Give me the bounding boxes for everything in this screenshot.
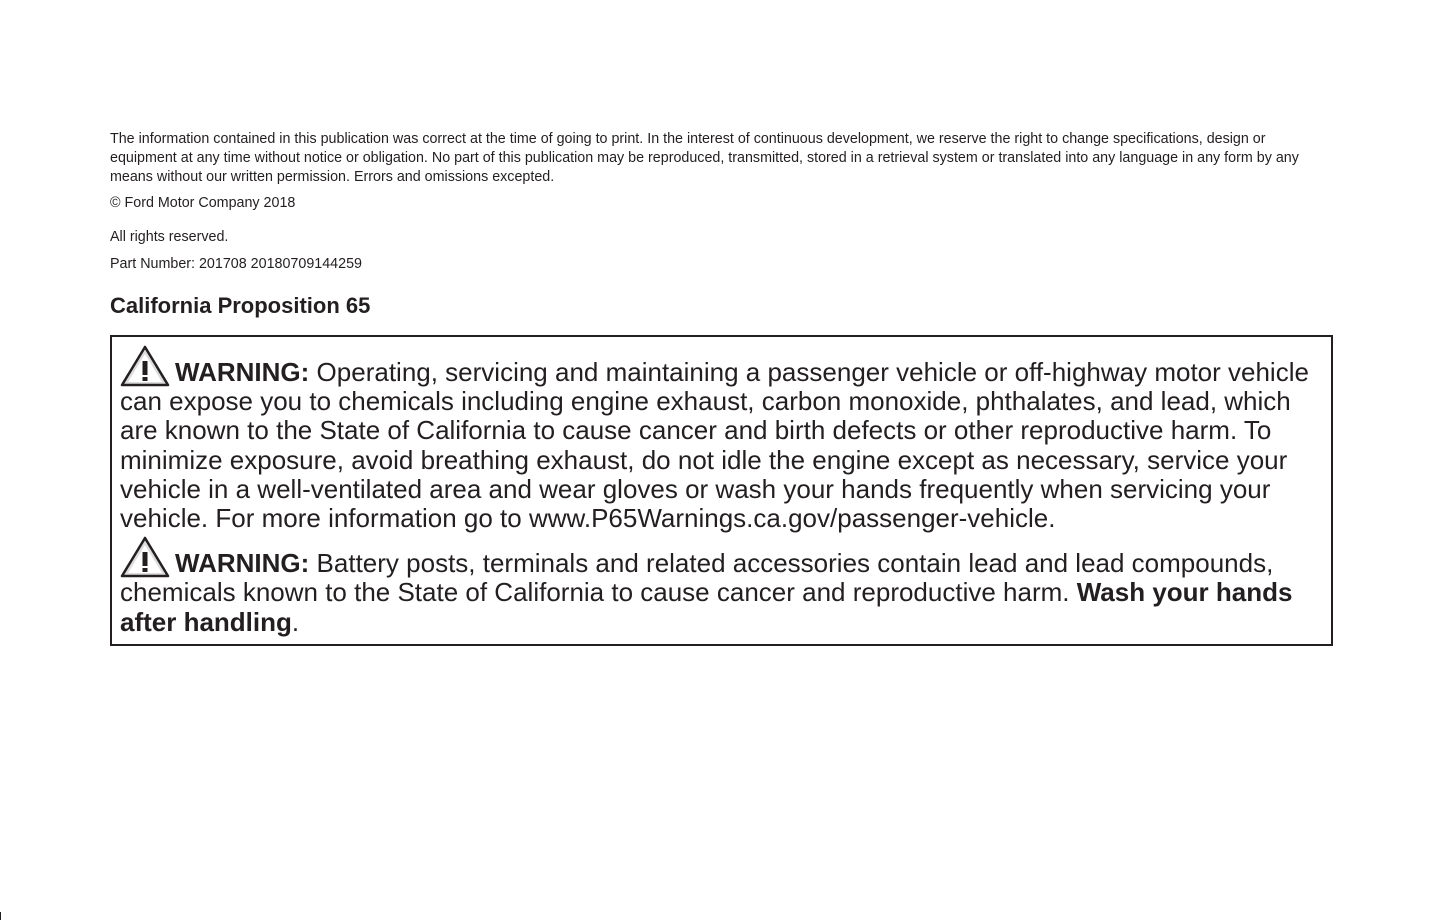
warning-triangle-icon bbox=[120, 345, 170, 387]
warning-emphasis: Wash your hands after handling bbox=[120, 577, 1293, 637]
disclaimer-text: The information contained in this publication was correct at the time of going to print. In the interest of continuous development, we reserve the right to change specifications, design or equipment at any time without notice or obligation. No part of this publication may be reproduced, transmitted, stored in a retrieval system or translated into any language in any form by any means without our written permission. Errors and omissions excepted. bbox=[110, 131, 1299, 185]
warning-paragraph-1 bbox=[120, 345, 1323, 533]
rights-text: All rights reserved. bbox=[110, 229, 229, 245]
warning-label: WARNING: bbox=[175, 357, 310, 387]
part-number: Part Number: 201708 20180709144259 bbox=[110, 256, 362, 272]
warning-box bbox=[110, 335, 1333, 646]
warning-triangle-icon bbox=[120, 536, 170, 578]
warning-text: Operating, servicing and maintaining a passenger vehicle or off-highway motor vehicle can expose you to chemicals including engine exhaust, carbon monoxide, phthalates, and lead, which are known to the State of California to cause cancer and birth defects or other reproductive harm. To minimize exposure, avoid breathing exhaust, do not idle the engine except as necessary, service your vehicle in a well-ventilated area and wear gloves or wash your hands frequently when servicing your vehicle. For more information go to www.P65Warnings.ca.gov/passenger-vehicle. bbox=[120, 357, 1309, 534]
document-page bbox=[110, 130, 1335, 646]
copyright-text: © Ford Motor Company 2018 bbox=[110, 195, 296, 211]
warning-trailing: . bbox=[291, 606, 300, 637]
crop-mark bbox=[0, 912, 1, 920]
warning-label: WARNING: bbox=[175, 548, 310, 579]
warning-text: Battery posts, terminals and related accessories contain lead and lead compounds, chemicals known to the State of California to cause cancer and reproductive harm. bbox=[120, 548, 1274, 608]
section-title: California Proposition 65 bbox=[110, 293, 371, 318]
warning-paragraph-2 bbox=[120, 536, 1323, 637]
